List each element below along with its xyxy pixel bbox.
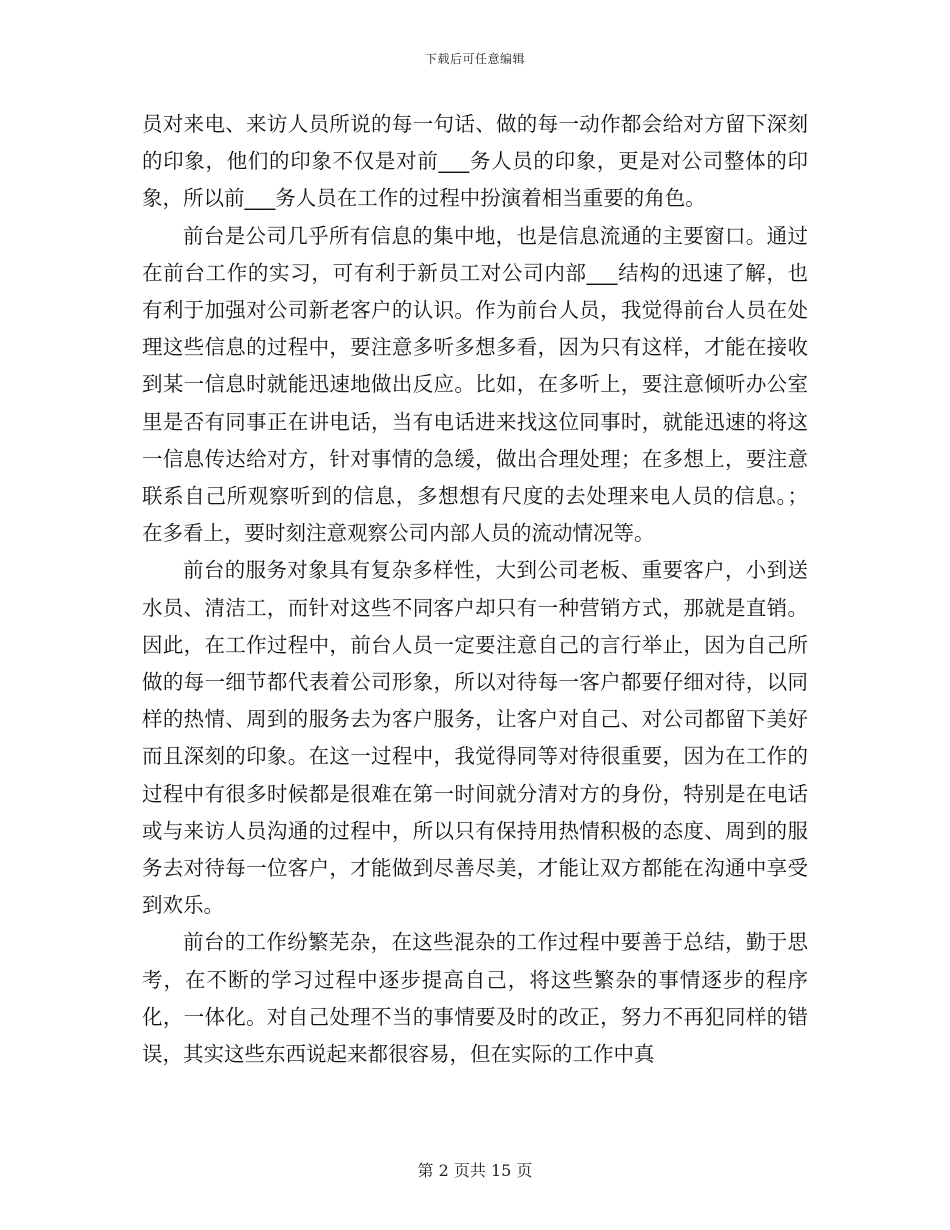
paragraph: 前台的服务对象具有复杂多样性，大到公司老板、重要客户，小到送水员、清洁工，而针对这些不同客户却只有一种营销方式，那就是直销。因此，在工作过程中，前台人员一定要注意自己的言行举止，因为自己所做的每一细节都代表着公司形象，所以对待每一客户都要仔细对待，以同样的热情、周到的服务去为客户服务，让客户对自己、对公司都留下美好而且深刻的印象。在这一过程中，我觉得同等对待很重要，因为在工作的过程中有很多时候都是很难在第一时间就分清对方的身份，特别是在电话或与来访人员沟通的过程中，所以只有保持用热情积极的态度、周到的服务去对待每一位客户，才能做到尽善尽美，才能让双方都能在沟通中享受到欢乐。 bbox=[142, 558, 808, 918]
page-header: 下载后可任意编辑 bbox=[424, 52, 525, 66]
paragraph: 前台的工作纷繁芜杂，在这些混杂的工作过程中要善于总结，勤于思考，在不断的学习过程中逐步提高自己，将这些繁杂的事情逐步的程序化，一体化。对自己处理不当的事情要及时的改正，努力不再犯同样的错误，其实这些东西说起来都很容易，但在实际的工作中真 bbox=[142, 930, 808, 1067]
page-number-footer: 第 2 页共 15 页 bbox=[417, 1161, 533, 1180]
paragraph-continued: 员对来电、来访人员所说的每一句话、做的每一动作都会给对方留下深刻的印象，他们的印象不仅是对前___务人员的印象，更是对公司整体的印象，所以前___务人员在工作的过程中扮演着相当重要的角色。 bbox=[142, 112, 808, 211]
document-body bbox=[142, 106, 808, 1073]
paragraph: 前台是公司几乎所有信息的集中地，也是信息流通的主要窗口。通过在前台工作的实习，可有利于新员工对公司内部___结构的迅速了解，也有利于加强对公司新老客户的认识。作为前台人员，我觉得前台人员在处理这些信息的过程中，要注意多听多想多看，因为只有这样，才能在接收到某一信息时就能迅速地做出反应。比如，在多听上，要注意倾听办公室里是否有同事正在讲电话，当有电话进来找这位同事时，就能迅速的将这一信息传达给对方，针对事情的急缓，做出合理处理；在多想上，要注意联系自己所观察听到的信息，多想想有尺度的去处理来电人员的信息。；在多看上，要时刻注意观察公司内部人员的流动情况等。 bbox=[142, 223, 808, 546]
